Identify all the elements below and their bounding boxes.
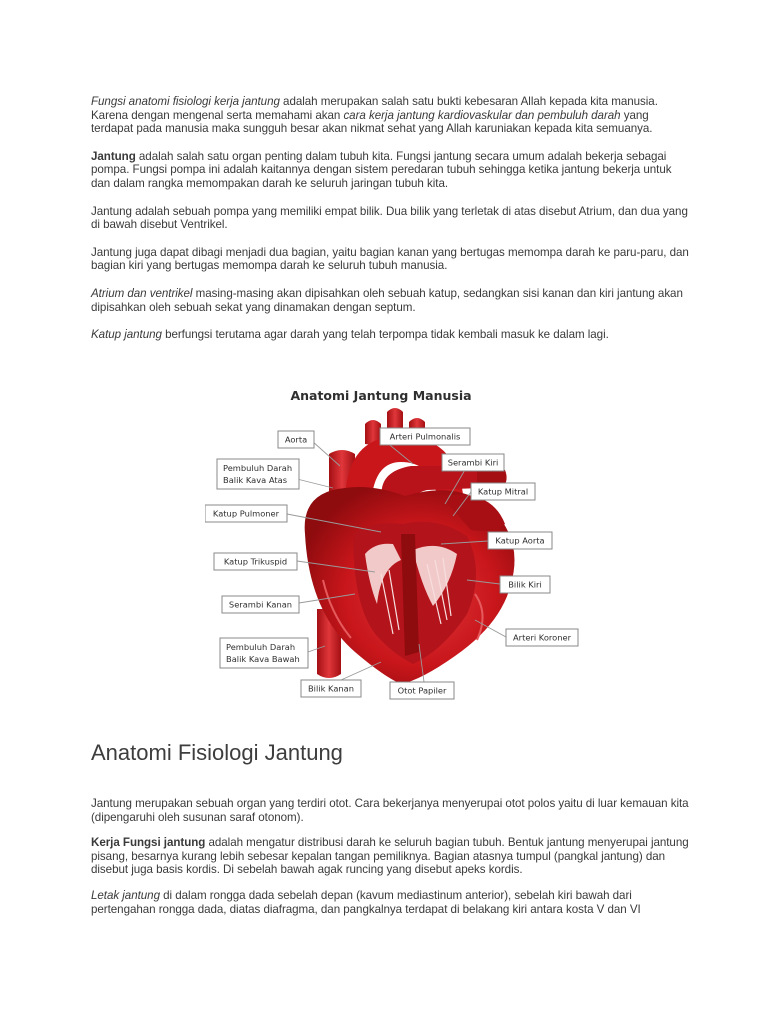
svg-text:Bilik Kiri: Bilik Kiri (508, 579, 542, 590)
intro-p1-emphasis-1: Fungsi anatomi fisiologi kerja jantung (91, 95, 280, 108)
intro-p2-strong: Jantung (91, 149, 136, 163)
svg-text:Pembuluh Darah: Pembuluh Darah (223, 463, 293, 473)
label-serambi-kanan (222, 596, 299, 613)
intro-p5-emphasis: Atrium dan ventrikel (91, 286, 193, 300)
svg-text:Balik Kava Atas: Balik Kava Atas (223, 475, 288, 485)
intro-paragraph-5 (91, 287, 691, 314)
intro-p2-text: adalah salah satu organ penting dalam tubuh kita. Fungsi jantung secara umum adalah bekerja sebagai pompa. Fungsi pompa ini adalah kaitannya dengan sistem peredaran tubuh sehingga ketika jantung bekerja untuk dan dalam rangka memompakan darah ke seluruh jaringan tubuh kita. (91, 149, 672, 190)
intro-p1-emphasis-2: cara kerja jantung kardiovaskular dan pembuluh darah (343, 108, 621, 122)
label-arteri-koroner (506, 629, 578, 646)
heart-anatomy-figure (205, 384, 580, 704)
label-pembuluh-darah-balik-kava-bawah (220, 638, 308, 668)
svg-text:Serambi Kanan: Serambi Kanan (228, 599, 293, 610)
svg-text:Katup Mitral: Katup Mitral (477, 486, 529, 497)
label-pembuluh-darah-balik-kava-atas (217, 459, 299, 489)
label-katup-mitral (471, 483, 535, 500)
intro-paragraph-4: Jantung juga dapat dibagi menjadi dua bagian, yaitu bagian kanan yang bertugas memompa darah ke paru-paru, dan bagian kiri yang bertugas memompa darah ke seluruh tubuh manusia. (91, 245, 689, 273)
label-arteri-pulmonalis (380, 428, 470, 445)
label-katup-trikuspid (214, 553, 297, 570)
label-aorta (278, 431, 314, 448)
svg-text:Balik Kava Bawah: Balik Kava Bawah (226, 654, 300, 664)
label-katup-aorta (488, 532, 552, 549)
intro-p1-text-1: adalah merupakan salah satu bukti kebesaran Allah kepada kita manusia. Karena dengan mengenal serta memahami akan (91, 95, 658, 122)
figure-title: Anatomi Jantung Manusia (290, 388, 472, 403)
svg-text:Pembuluh Darah: Pembuluh Darah (226, 642, 296, 652)
svg-text:Katup Pulmoner: Katup Pulmoner (212, 508, 280, 519)
svg-text:Serambi Kiri: Serambi Kiri (447, 457, 499, 468)
svg-text:Arteri Koroner: Arteri Koroner (513, 632, 571, 643)
section-heading: Anatomi Fisiologi Jantung (91, 740, 343, 765)
intro-paragraph-6 (91, 328, 691, 342)
label-katup-pulmoner (205, 505, 287, 522)
section-p2-text: adalah mengatur distribusi darah ke seluruh bagian tubuh. Bentuk jantung menyerupai jantung pisang, besarnya kurang lebih sebesar kepalan tangan pemiliknya. Bagian atasnya tumpul (pangkal jantung) dan disebut juga basis kordis. Di sebelah bawah agak runcing yang disebut apeks kordis. (91, 836, 689, 877)
svg-text:Otot Papiler: Otot Papiler (397, 685, 447, 696)
intro-p1-text-2: yang terdapat pada manusia maka sungguh besar akan nikmat sehat yang Allah karuniakan kepada kita semuanya. (91, 108, 653, 136)
intro-paragraph-3: Jantung adalah sebuah pompa yang memiliki empat bilik. Dua bilik yang terletak di atas disebut Atrium, dan dua yang di bawah disebut Ventrikel. (91, 204, 688, 232)
section-p3-emphasis: Letak jantung (91, 888, 160, 902)
label-bilik-kiri (500, 576, 550, 593)
svg-text:Katup Trikuspid: Katup Trikuspid (223, 556, 288, 567)
article-intro (91, 95, 691, 356)
label-otot-papiler (390, 682, 454, 699)
intro-p6-text: berfungsi terutama agar darah yang telah terpompa tidak kembali masuk ke dalam lagi. (161, 328, 609, 342)
label-serambi-kiri (442, 454, 504, 471)
svg-text:Arteri Pulmonalis: Arteri Pulmonalis (389, 431, 461, 442)
svg-text:Bilik Kanan: Bilik Kanan (307, 683, 355, 694)
section-paragraph-3 (91, 889, 691, 916)
section-p2-strong: Kerja Fungsi jantung (91, 836, 206, 850)
label-bilik-kanan (301, 680, 361, 697)
section-body (91, 797, 691, 928)
intro-p6-emphasis: Katup jantung (91, 328, 162, 342)
intro-paragraph-1 (91, 95, 691, 136)
heart-anatomy-diagram (205, 384, 580, 704)
section-p3-text: di dalam rongga dada sebelah depan (kavum mediastinum anterior), sebelah kiri bawah dari pertengahan rongga dada, diatas diafragma, dan pangkalnya terdapat di belakang kiri antara kosta V dan VI (91, 888, 641, 916)
section-paragraph-2 (91, 836, 691, 877)
intro-p5-text: masing-masing akan dipisahkan oleh sebuah katup, sedangkan sisi kanan dan kiri jantung akan dipisahkan oleh sebuah sekat yang dinamakan dengan septum. (91, 286, 683, 314)
heart-illustration (305, 408, 515, 684)
section-paragraph-1: Jantung merupakan sebuah organ yang terdiri otot. Cara bekerjanya menyerupai otot polos yaitu di luar kemauan kita (dipengaruhi oleh susunan saraf otonom). (91, 797, 689, 824)
svg-text:Katup Aorta: Katup Aorta (495, 535, 545, 546)
intro-paragraph-2 (91, 150, 691, 191)
svg-text:Aorta: Aorta (284, 434, 308, 445)
